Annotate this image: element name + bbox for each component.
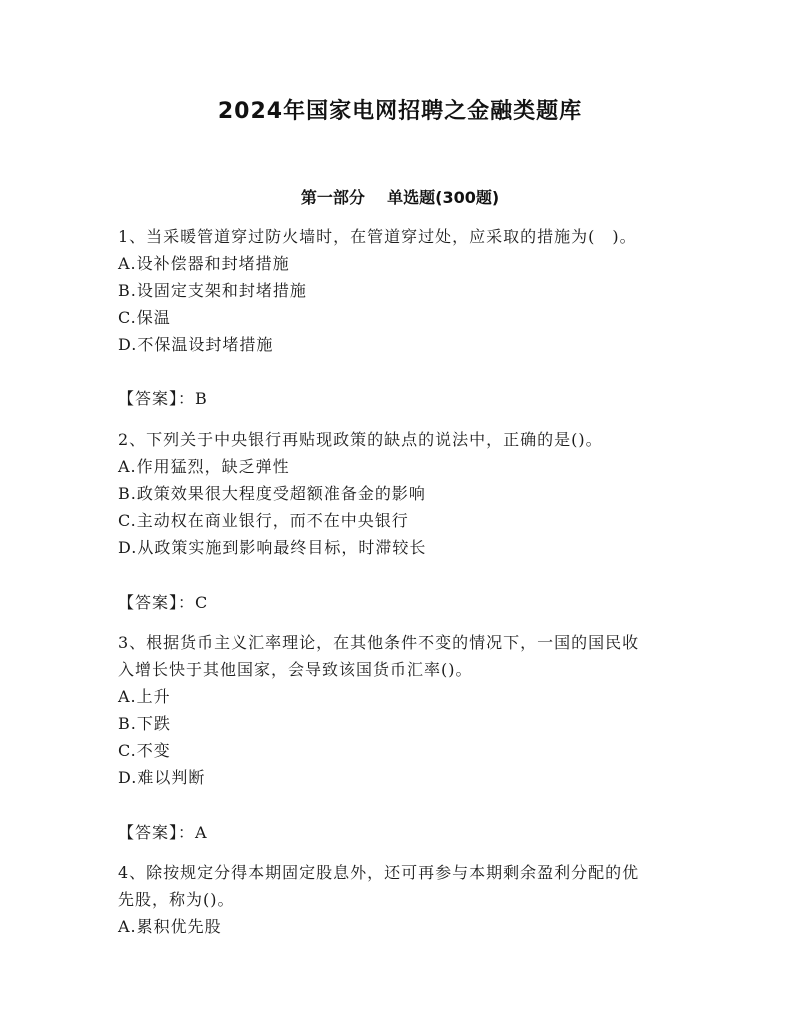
question-2-option-b: B.政策效果很大程度受超额准备金的影响 [118, 484, 426, 503]
question-1-option-b: B.设固定支架和封堵措施 [118, 281, 307, 300]
question-3-option-d: D.难以判断 [118, 768, 206, 787]
question-4-option-a: A.累积优先股 [118, 917, 222, 936]
question-1-option-a: A.设补偿器和封堵措施 [118, 254, 290, 273]
question-3-stem-line-2: 入增长快于其他国家，会导致该国货币汇率()。 [118, 660, 473, 679]
question-3-option-c: C.不变 [118, 741, 171, 760]
question-2-option-a: A.作用猛烈，缺乏弹性 [118, 457, 290, 476]
question-1-stem: 1、当采暖管道穿过防火墙时，在管道穿过处，应采取的措施为( )。 [118, 227, 637, 246]
question-1-answer: 【答案】：B [118, 389, 208, 408]
question-3-answer: 【答案】：A [118, 823, 208, 842]
question-3-option-a: A.上升 [118, 687, 171, 706]
section-heading: 第一部分 单选题(300题) [300, 188, 500, 207]
question-3-stem-line-1: 3、根据货币主义汇率理论，在其他条件不变的情况下，一国的国民收 [118, 633, 640, 652]
question-2-stem: 2、下列关于中央银行再贴现政策的缺点的说法中，正确的是()。 [118, 430, 603, 449]
question-4-stem-line-1: 4、除按规定分得本期固定股息外，还可再参与本期剩余盈利分配的优 [118, 863, 640, 882]
question-1-option-c: C.保温 [118, 308, 171, 327]
question-4-stem-line-2: 先股，称为()。 [118, 890, 235, 909]
question-1-option-d: D.不保温设封堵措施 [118, 335, 274, 354]
page-title: 2024年国家电网招聘之金融类题库 [217, 99, 583, 124]
question-3-option-b: B.下跌 [118, 714, 171, 733]
question-2-answer: 【答案】：C [118, 593, 209, 612]
question-2-option-c: C.主动权在商业银行，而不在中央银行 [118, 511, 409, 530]
question-2-option-d: D.从政策实施到影响最终目标，时滞较长 [118, 538, 427, 557]
